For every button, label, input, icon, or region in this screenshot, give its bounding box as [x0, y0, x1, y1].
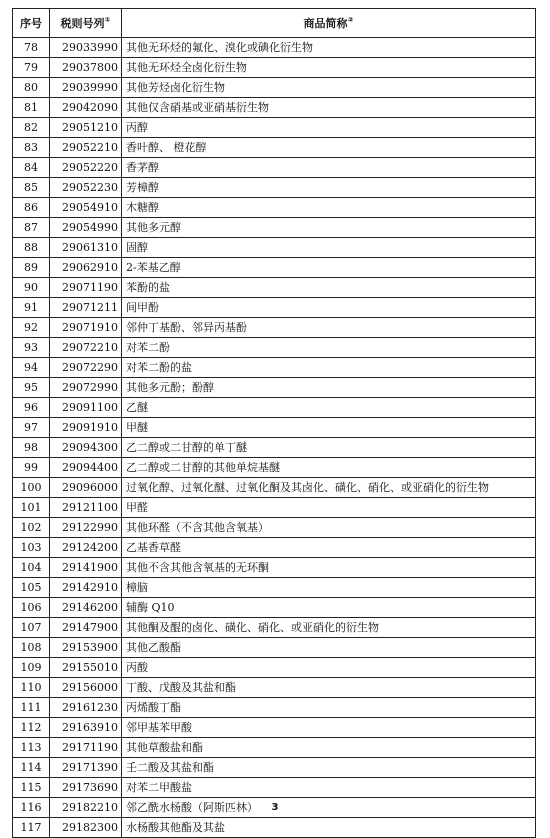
row-name-cell: 苯酚的盐 [122, 278, 536, 298]
row-name-cell: 香茅醇 [122, 158, 536, 178]
row-name-cell: 丙醇 [122, 118, 536, 138]
row-seq-cell: 87 [13, 218, 50, 238]
table-row [13, 598, 536, 618]
table-row [13, 218, 536, 238]
row-name-cell: 其他仅含硝基或亚硝基衍生物 [122, 98, 536, 118]
row-name-cell: 邻乙酰水杨酸（阿斯匹林） [122, 798, 536, 818]
row-name-cell: 甲醛 [122, 498, 536, 518]
row-seq-cell: 79 [13, 58, 50, 78]
row-name-cell: 其他酮及醌的卤化、磺化、硝化、或亚硝化的衍生物 [122, 618, 536, 638]
table-row [13, 58, 536, 78]
page-number: 3 [271, 802, 279, 813]
row-seq-cell: 105 [13, 578, 50, 598]
table-header-row [13, 9, 536, 38]
row-name-cell: 其他多元醇 [122, 218, 536, 238]
row-code-cell: 29072990 [50, 378, 122, 398]
table-row [13, 778, 536, 798]
row-code-cell: 29171390 [50, 758, 122, 778]
row-seq-cell: 80 [13, 78, 50, 98]
row-seq-cell: 113 [13, 738, 50, 758]
row-seq-cell: 100 [13, 478, 50, 498]
row-code-cell: 29071190 [50, 278, 122, 298]
row-code-cell: 29061310 [50, 238, 122, 258]
row-name-cell: 乙基香草醛 [122, 538, 536, 558]
row-seq-cell: 81 [13, 98, 50, 118]
row-name-cell: 过氧化醇、过氧化醚、过氧化酮及其卤化、磺化、硝化、或亚硝化的衍生物 [122, 478, 536, 498]
table-row [13, 638, 536, 658]
row-seq-cell: 109 [13, 658, 50, 678]
row-code-cell: 29142910 [50, 578, 122, 598]
row-code-cell: 29153900 [50, 638, 122, 658]
row-code-cell: 29042090 [50, 98, 122, 118]
row-code-cell: 29052230 [50, 178, 122, 198]
header-code: 税则号列① [50, 9, 122, 38]
footnote-marker-2: ② [347, 15, 354, 24]
row-seq-cell: 103 [13, 538, 50, 558]
row-code-cell: 29156000 [50, 678, 122, 698]
row-name-cell: 乙二醇或二甘醇的其他单烷基醚 [122, 458, 536, 478]
table-row [13, 678, 536, 698]
table-row [13, 518, 536, 538]
table-row [13, 318, 536, 338]
row-code-cell: 29163910 [50, 718, 122, 738]
row-code-cell: 29033990 [50, 38, 122, 58]
row-code-cell: 29054910 [50, 198, 122, 218]
header-name: 商品简称② [122, 9, 536, 38]
table-row [13, 438, 536, 458]
row-seq-cell: 104 [13, 558, 50, 578]
row-code-cell: 29124200 [50, 538, 122, 558]
row-name-cell: 间甲酚 [122, 298, 536, 318]
table-row [13, 38, 536, 58]
row-code-cell: 29054990 [50, 218, 122, 238]
row-code-cell: 29161230 [50, 698, 122, 718]
table-row [13, 258, 536, 278]
row-seq-cell: 102 [13, 518, 50, 538]
row-code-cell: 29094300 [50, 438, 122, 458]
row-name-cell: 其他草酸盐和酯 [122, 738, 536, 758]
table-row [13, 398, 536, 418]
row-code-cell: 29182300 [50, 818, 122, 838]
row-code-cell: 29072210 [50, 338, 122, 358]
row-code-cell: 29141900 [50, 558, 122, 578]
row-name-cell: 甲醚 [122, 418, 536, 438]
table-row [13, 478, 536, 498]
row-name-cell: 固醇 [122, 238, 536, 258]
row-code-cell: 29052210 [50, 138, 122, 158]
row-code-cell: 29052220 [50, 158, 122, 178]
row-code-cell: 29182210 [50, 798, 122, 818]
row-code-cell: 29071211 [50, 298, 122, 318]
row-name-cell: 对苯二甲酸盐 [122, 778, 536, 798]
header-seq: 序号 [13, 9, 50, 38]
row-seq-cell: 96 [13, 398, 50, 418]
row-code-cell: 29051210 [50, 118, 122, 138]
row-seq-cell: 98 [13, 438, 50, 458]
row-name-cell: 樟脑 [122, 578, 536, 598]
row-code-cell: 29173690 [50, 778, 122, 798]
row-seq-cell: 82 [13, 118, 50, 138]
row-name-cell: 水杨酸其他酯及其盐 [122, 818, 536, 838]
row-name-cell: 辅酶 Q10 [122, 598, 536, 618]
table-row [13, 138, 536, 158]
table-row [13, 758, 536, 778]
table-row [13, 498, 536, 518]
row-seq-cell: 90 [13, 278, 50, 298]
row-seq-cell: 93 [13, 338, 50, 358]
row-code-cell: 29072290 [50, 358, 122, 378]
table-row [13, 298, 536, 318]
row-code-cell: 29122990 [50, 518, 122, 538]
row-code-cell: 29171190 [50, 738, 122, 758]
row-seq-cell: 94 [13, 358, 50, 378]
row-name-cell: 其他不含其他含氧基的无环酮 [122, 558, 536, 578]
row-name-cell: 其他芳烃卤化衍生物 [122, 78, 536, 98]
row-seq-cell: 85 [13, 178, 50, 198]
row-seq-cell: 97 [13, 418, 50, 438]
row-name-cell: 其他无环烃的氟化、溴化或碘化衍生物 [122, 38, 536, 58]
row-seq-cell: 95 [13, 378, 50, 398]
row-name-cell: 芳樟醇 [122, 178, 536, 198]
table-row [13, 158, 536, 178]
row-name-cell: 对苯二酚的盐 [122, 358, 536, 378]
row-name-cell: 丙酸 [122, 658, 536, 678]
table-row [13, 658, 536, 678]
row-code-cell: 29155010 [50, 658, 122, 678]
row-name-cell: 其他多元酚；酚醇 [122, 378, 536, 398]
table-row [13, 578, 536, 598]
row-code-cell: 29037800 [50, 58, 122, 78]
row-seq-cell: 83 [13, 138, 50, 158]
row-seq-cell: 116 [13, 798, 50, 818]
table-row [13, 458, 536, 478]
table-row [13, 178, 536, 198]
row-code-cell: 29091910 [50, 418, 122, 438]
table-row [13, 78, 536, 98]
row-name-cell: 木糖醇 [122, 198, 536, 218]
row-code-cell: 29071910 [50, 318, 122, 338]
table-row [13, 558, 536, 578]
row-seq-cell: 84 [13, 158, 50, 178]
table-row [13, 538, 536, 558]
row-seq-cell: 110 [13, 678, 50, 698]
row-seq-cell: 107 [13, 618, 50, 638]
row-name-cell: 对苯二酚 [122, 338, 536, 358]
row-seq-cell: 117 [13, 818, 50, 838]
row-seq-cell: 92 [13, 318, 50, 338]
row-code-cell: 29096000 [50, 478, 122, 498]
row-code-cell: 29091100 [50, 398, 122, 418]
row-seq-cell: 89 [13, 258, 50, 278]
row-seq-cell: 114 [13, 758, 50, 778]
table-row [13, 238, 536, 258]
row-name-cell: 乙二醇或二甘醇的单丁醚 [122, 438, 536, 458]
table-row [13, 278, 536, 298]
row-name-cell: 其他环醛（不含其他含氧基） [122, 518, 536, 538]
row-seq-cell: 101 [13, 498, 50, 518]
row-name-cell: 其他乙酸酯 [122, 638, 536, 658]
row-code-cell: 29062910 [50, 258, 122, 278]
row-code-cell: 29121100 [50, 498, 122, 518]
table-row [13, 698, 536, 718]
table-row [13, 418, 536, 438]
table-row [13, 358, 536, 378]
row-name-cell: 其他无环烃全卤化衍生物 [122, 58, 536, 78]
table-row [13, 198, 536, 218]
row-name-cell: 丁酸、戊酸及其盐和酯 [122, 678, 536, 698]
table-row [13, 718, 536, 738]
row-name-cell: 2-苯基乙醇 [122, 258, 536, 278]
row-name-cell: 邻仲丁基酚、邻异丙基酚 [122, 318, 536, 338]
table-row [13, 378, 536, 398]
row-code-cell: 29094400 [50, 458, 122, 478]
table-row [13, 738, 536, 758]
row-name-cell: 邻甲基苯甲酸 [122, 718, 536, 738]
row-seq-cell: 99 [13, 458, 50, 478]
table-row [13, 818, 536, 838]
row-seq-cell: 106 [13, 598, 50, 618]
table-row [13, 338, 536, 358]
row-seq-cell: 86 [13, 198, 50, 218]
row-seq-cell: 111 [13, 698, 50, 718]
row-name-cell: 香叶醇、 橙花醇 [122, 138, 536, 158]
row-seq-cell: 112 [13, 718, 50, 738]
table-row [13, 98, 536, 118]
row-name-cell: 壬二酸及其盐和酯 [122, 758, 536, 778]
row-name-cell: 乙醚 [122, 398, 536, 418]
tariff-item-table [12, 8, 536, 838]
row-code-cell: 29146200 [50, 598, 122, 618]
footnote-marker-1: ① [104, 15, 111, 24]
row-code-cell: 29039990 [50, 78, 122, 98]
row-seq-cell: 108 [13, 638, 50, 658]
row-code-cell: 29147900 [50, 618, 122, 638]
row-seq-cell: 91 [13, 298, 50, 318]
row-name-cell: 丙烯酸丁酯 [122, 698, 536, 718]
row-seq-cell: 115 [13, 778, 50, 798]
table-row [13, 618, 536, 638]
row-seq-cell: 88 [13, 238, 50, 258]
row-seq-cell: 78 [13, 38, 50, 58]
table-row [13, 118, 536, 138]
